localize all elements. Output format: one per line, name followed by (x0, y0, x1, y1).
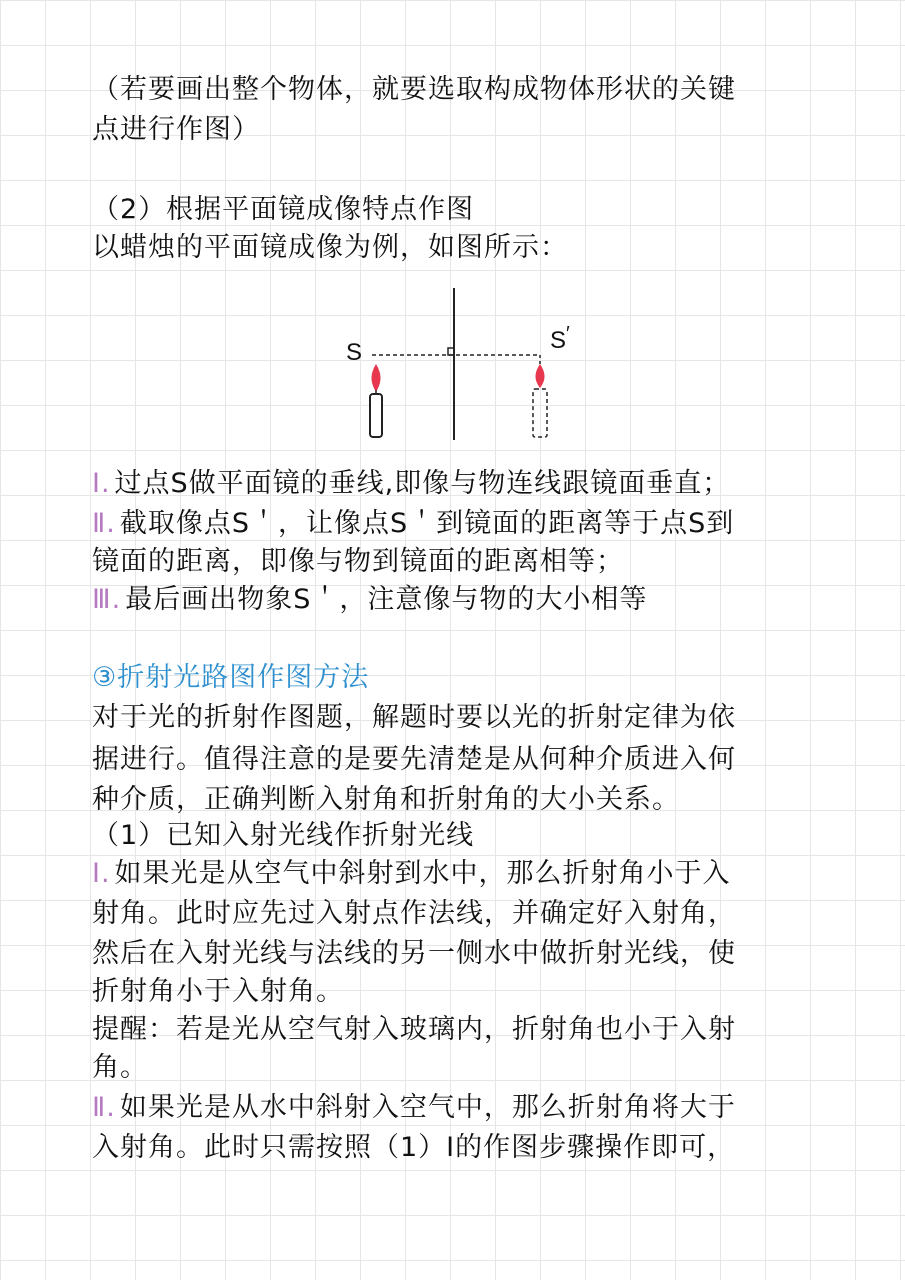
mirror-step-1-text: 过点S做平面镜的垂线,即像与物连线跟镜面垂直； (114, 468, 731, 499)
mirror-step-2-cont: 镜面的距离，即像与物到镜面的距离相等； (92, 546, 624, 577)
roman-marker-3: Ⅲ. (92, 584, 122, 615)
intro-line-1: （若要画出整个物体，就要选取构成物体形状的关键 (92, 74, 736, 105)
refraction-step-1-text: 如果光是从空气中斜射到水中，那么折射角小于入 (114, 858, 731, 889)
mirror-step-2 (92, 506, 832, 542)
tip-line-1: 提醒：若是光从空气射入玻璃内，折射角也小于入射 (92, 1014, 736, 1045)
mirror-step-2-text: 截取像点S＇，让像点S＇到镜面的距离等于点S到 (119, 508, 735, 539)
section3-sub1: （1）已知入射光线作折射光线 (92, 820, 475, 851)
mirror-diagram (330, 282, 590, 447)
mirror-step-1 (92, 466, 832, 502)
candle-image (533, 364, 547, 437)
section3-para-1: 对于光的折射作图题，解题时要以光的折射定律为依 (92, 702, 736, 733)
mirror-diagram-svg (330, 282, 590, 447)
mirror-step-3-text: 最后画出物象S＇，注意像与物的大小相等 (125, 584, 648, 615)
refraction-step-1-cont-2: 然后在入射光线与法线的另一侧水中做折射光线，使 (92, 938, 736, 969)
mirror-step-3 (92, 582, 832, 618)
roman-marker-r1: Ⅰ. (92, 858, 111, 889)
tip-line-2: 角。 (92, 1052, 148, 1083)
section3-para-3: 种介质，正确判断入射角和折射角的大小关系。 (92, 784, 680, 815)
refraction-step-1 (92, 856, 832, 892)
label-object-s: S (346, 339, 363, 366)
section2-title: （2）根据平面镜成像特点作图 (92, 194, 475, 225)
image-body (533, 389, 547, 437)
candle-flame (372, 364, 381, 392)
section3-title: ③折射光路图作图方法 (92, 662, 370, 693)
section2-subtitle: 以蜡烛的平面镜成像为例，如图所示： (92, 232, 568, 263)
roman-marker-1: Ⅰ. (92, 468, 111, 499)
label-image-s: S′ (550, 323, 570, 354)
candle-object (370, 364, 382, 437)
roman-marker-r2: Ⅱ. (92, 1092, 116, 1123)
refraction-step-2 (92, 1090, 832, 1126)
refraction-step-1-cont-1: 射角。此时应先过入射点作法线，并确定好入射角， (92, 898, 736, 929)
refraction-step-2-cont: 入射角。此时只需按照（1）Ⅰ的作图步骤操作即可， (92, 1132, 736, 1163)
roman-marker-2: Ⅱ. (92, 508, 116, 539)
section3-para-2: 据进行。值得注意的是要先清楚是从何种介质进入何 (92, 744, 736, 775)
refraction-step-2-text: 如果光是从水中斜射入空气中，那么折射角将大于 (119, 1092, 736, 1123)
candle-body (370, 394, 382, 437)
refraction-step-1-cont-3: 折射角小于入射角。 (92, 976, 344, 1007)
intro-line-2: 点进行作图） (92, 114, 260, 145)
image-flame (536, 364, 545, 388)
